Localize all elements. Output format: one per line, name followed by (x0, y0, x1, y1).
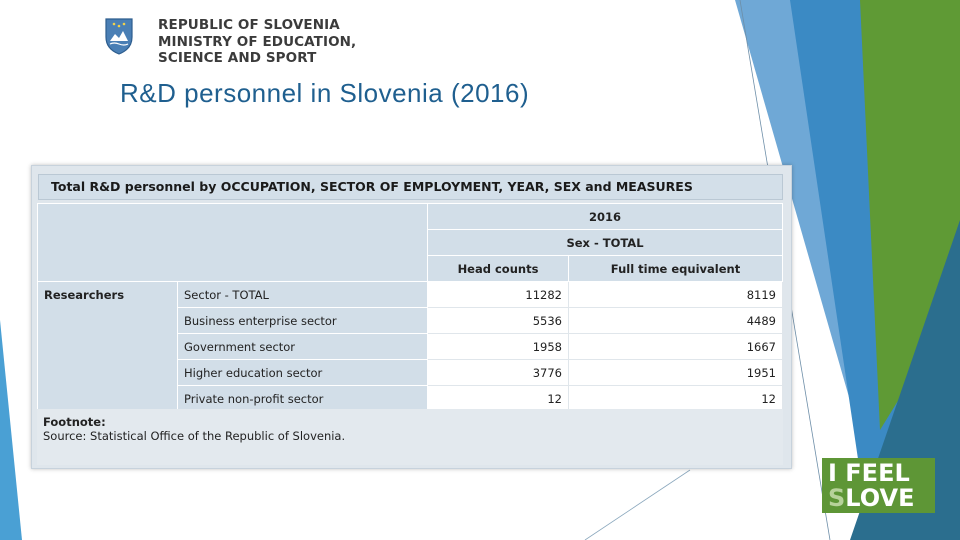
year-header: 2016 (428, 204, 783, 230)
fte-cell: 12 (569, 386, 783, 412)
head-counts-cell: 5536 (428, 308, 569, 334)
sector-cell: Sector - TOTAL (178, 282, 428, 308)
i-feel-slovenia-logo (822, 458, 935, 513)
deco-line (585, 470, 690, 540)
ministry-name (158, 17, 356, 67)
table-corner-cell (38, 204, 428, 282)
statistics-table-panel (31, 165, 792, 469)
head-counts-cell: 11282 (428, 282, 569, 308)
fte-cell: 8119 (569, 282, 783, 308)
sector-cell: Government sector (178, 334, 428, 360)
ministry-line: MINISTRY OF EDUCATION, (158, 33, 357, 50)
logo-love-text: LOVE (845, 484, 915, 512)
statistics-table (37, 203, 783, 412)
ministry-line: REPUBLIC OF SLOVENIA (158, 17, 340, 33)
head-counts-cell: 12 (428, 386, 569, 412)
head-counts-header: Head counts (428, 256, 569, 282)
ministry-line: SCIENCE AND SPORT (158, 50, 317, 66)
fte-cell: 1667 (569, 334, 783, 360)
logo-line-1: I FEEL (828, 459, 910, 487)
occupation-cell: Researchers (38, 282, 178, 412)
sector-cell: Business enterprise sector (178, 308, 428, 334)
head-counts-cell: 3776 (428, 360, 569, 386)
deco-left-blue (0, 320, 22, 540)
table-row (38, 282, 783, 308)
head-counts-cell: 1958 (428, 334, 569, 360)
fte-cell: 4489 (569, 308, 783, 334)
footnote (37, 409, 783, 465)
footnote-label: Footnote: (43, 415, 106, 429)
sector-cell: Private non-profit sector (178, 386, 428, 412)
footnote-text: Source: Statistical Office of the Republic of Slovenia. (43, 429, 346, 443)
slide-title: R&D personnel in Slovenia (2016) (120, 78, 530, 108)
fte-cell: 1951 (569, 360, 783, 386)
fte-header: Full time equivalent (569, 256, 783, 282)
logo-line-2 (828, 484, 914, 512)
sex-header: Sex - TOTAL (428, 230, 783, 256)
table-title: Total R&D personnel by OCCUPATION, SECTOR OF EMPLOYMENT, YEAR, SEX and MEASURES (38, 174, 783, 200)
logo-s-letter: S (828, 484, 846, 512)
sector-cell: Higher education sector (178, 360, 428, 386)
slovenia-crest-icon (104, 17, 134, 55)
